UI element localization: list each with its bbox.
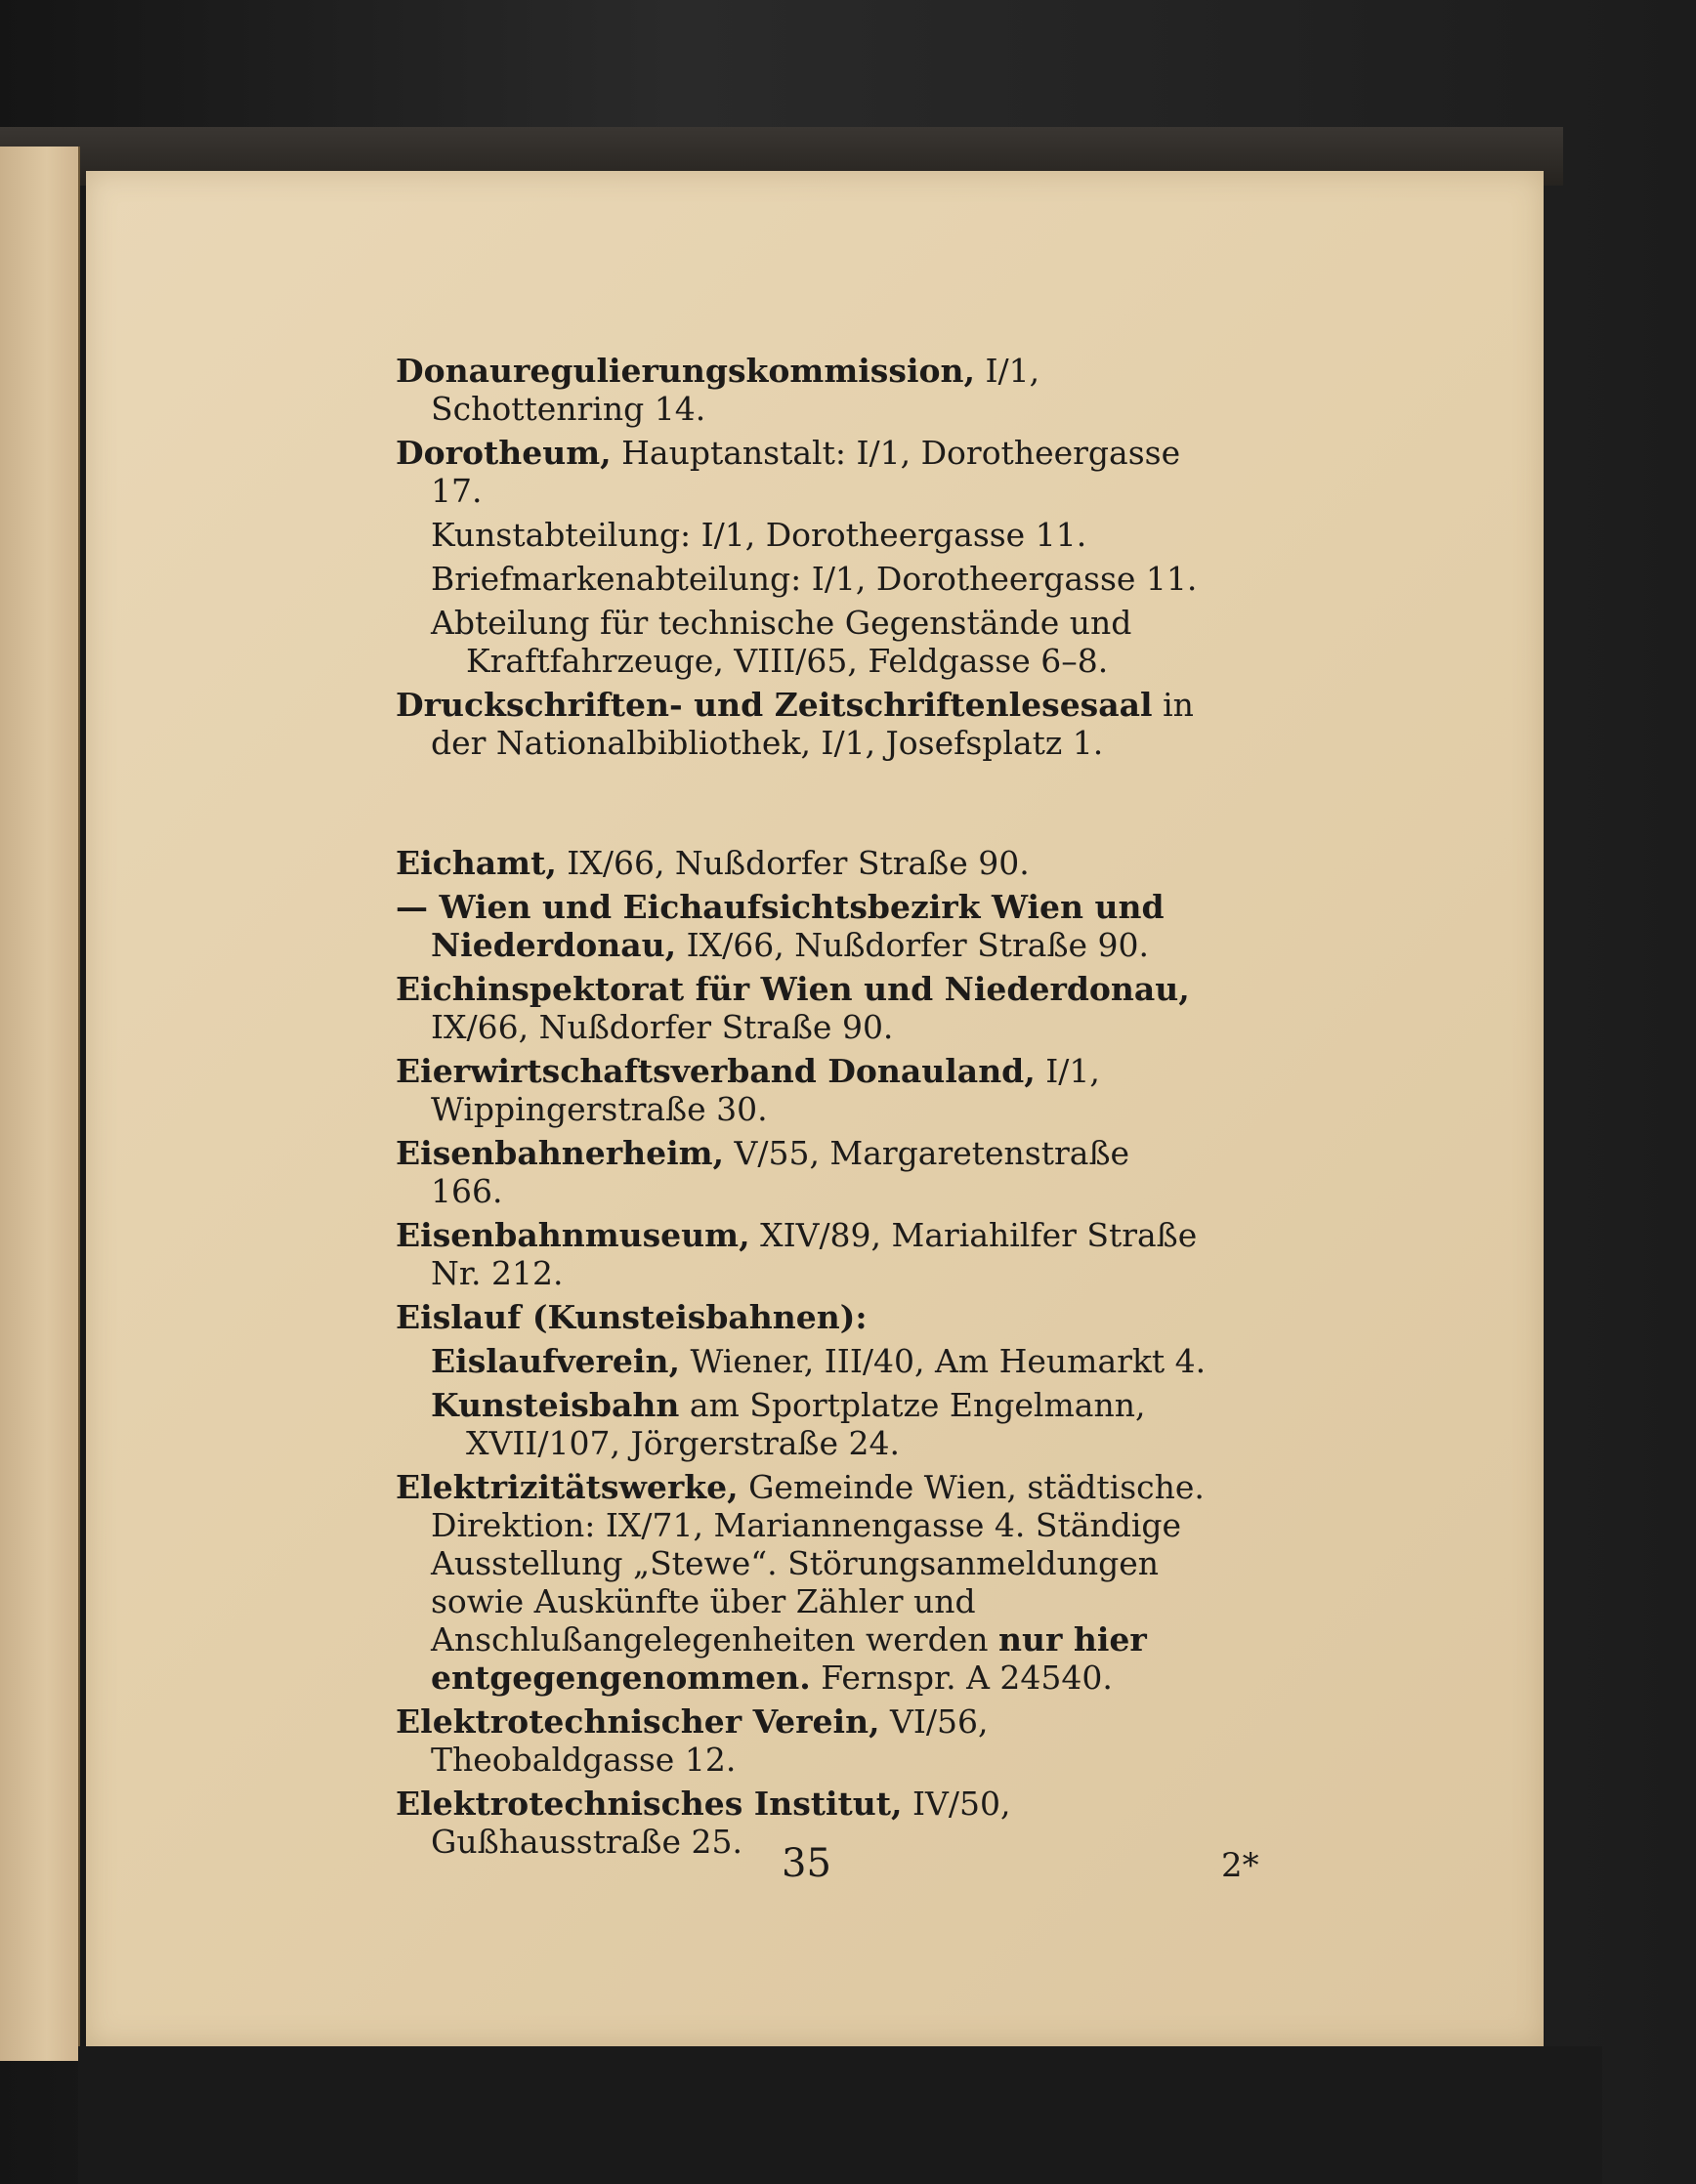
- entry-dorotheum-technik: Abteilung für technische Gegenstände und Kraftfahrzeuge, VIII/65, Feldgasse 6–8.: [431, 604, 1132, 680]
- entry-eierwirtschaftsverband: Eierwirtschaftsverband Donauland, I/1, Wippingerstraße 30.: [396, 1052, 1100, 1128]
- book-binding-bottom: [78, 2046, 1602, 2184]
- entry-eisenbahnmuseum: Eisenbahnmuseum, XIV/89, Mariahilfer Straße Nr. 212.: [396, 1216, 1198, 1292]
- entry-eislaufverein: Eislaufverein, Wiener, III/40, Am Heumarkt 4.: [431, 1342, 1207, 1380]
- entry-dorotheum-kunstabteilung: Kunstabteilung: I/1, Dorotheergasse 11.: [431, 516, 1087, 554]
- entry-elektrotechnisches-institut: Elektrotechnisches Institut, IV/50, Gußhausstraße 25.: [396, 1785, 1011, 1861]
- entry-donauregulierungskommission: Donauregulierungskommission, I/1, Schottenring 14.: [396, 352, 1040, 428]
- section-gap: [396, 768, 1207, 844]
- entry-eichamt: Eichamt, IX/66, Nußdorfer Straße 90.: [396, 844, 1030, 882]
- facing-page-edge: [0, 147, 80, 2061]
- directory-text: [396, 352, 1207, 1867]
- entry-eisenbahnerheim: Eisenbahnerheim, V/55, Margaretenstraße 166.: [396, 1134, 1130, 1210]
- entry-eislauf: Eislauf (Kunsteisbahnen):: [396, 1298, 868, 1336]
- entry-dorotheum: Dorotheum, Hauptanstalt: I/1, Dorotheergasse 17.: [396, 434, 1181, 510]
- entry-druckschriftenlesesaal: Druckschriften- und Zeitschriftenlesesaal in der Nationalbibliothek, I/1, Josefsplatz 1.: [396, 686, 1194, 762]
- signature-mark: 2*: [1221, 1846, 1259, 1885]
- entry-kunsteisbahn: Kunsteisbahn am Sportplatze Engelmann, XVII/107, Jörgerstraße 24.: [431, 1386, 1146, 1462]
- entry-elektrizitaetswerke: Elektrizitätswerke, Gemeinde Wien, städtische. Direktion: IX/71, Mariannengasse 4. Ständige Ausstellung „Stewe“. Störungsanmeldungen sowie Auskünfte über Zähler und Anschlußangelegenheiten werden nur hier entgegengenommen. Fernspr. A 24540.: [396, 1468, 1205, 1697]
- entry-elektrotechnischer-verein: Elektrotechnischer Verein, VI/56, Theobaldgasse 12.: [396, 1702, 989, 1779]
- entry-eichinspektorat: Eichinspektorat für Wien und Niederdonau, IX/66, Nußdorfer Straße 90.: [396, 970, 1190, 1046]
- entry-dorotheum-briefmarken: Briefmarkenabteilung: I/1, Dorotheergasse 11.: [431, 560, 1198, 598]
- page-number: 35: [782, 1841, 831, 1886]
- entry-eichaufsichtsbezirk: — Wien und Eichaufsichtsbezirk Wien und Niederdonau, IX/66, Nußdorfer Straße 90.: [396, 888, 1165, 964]
